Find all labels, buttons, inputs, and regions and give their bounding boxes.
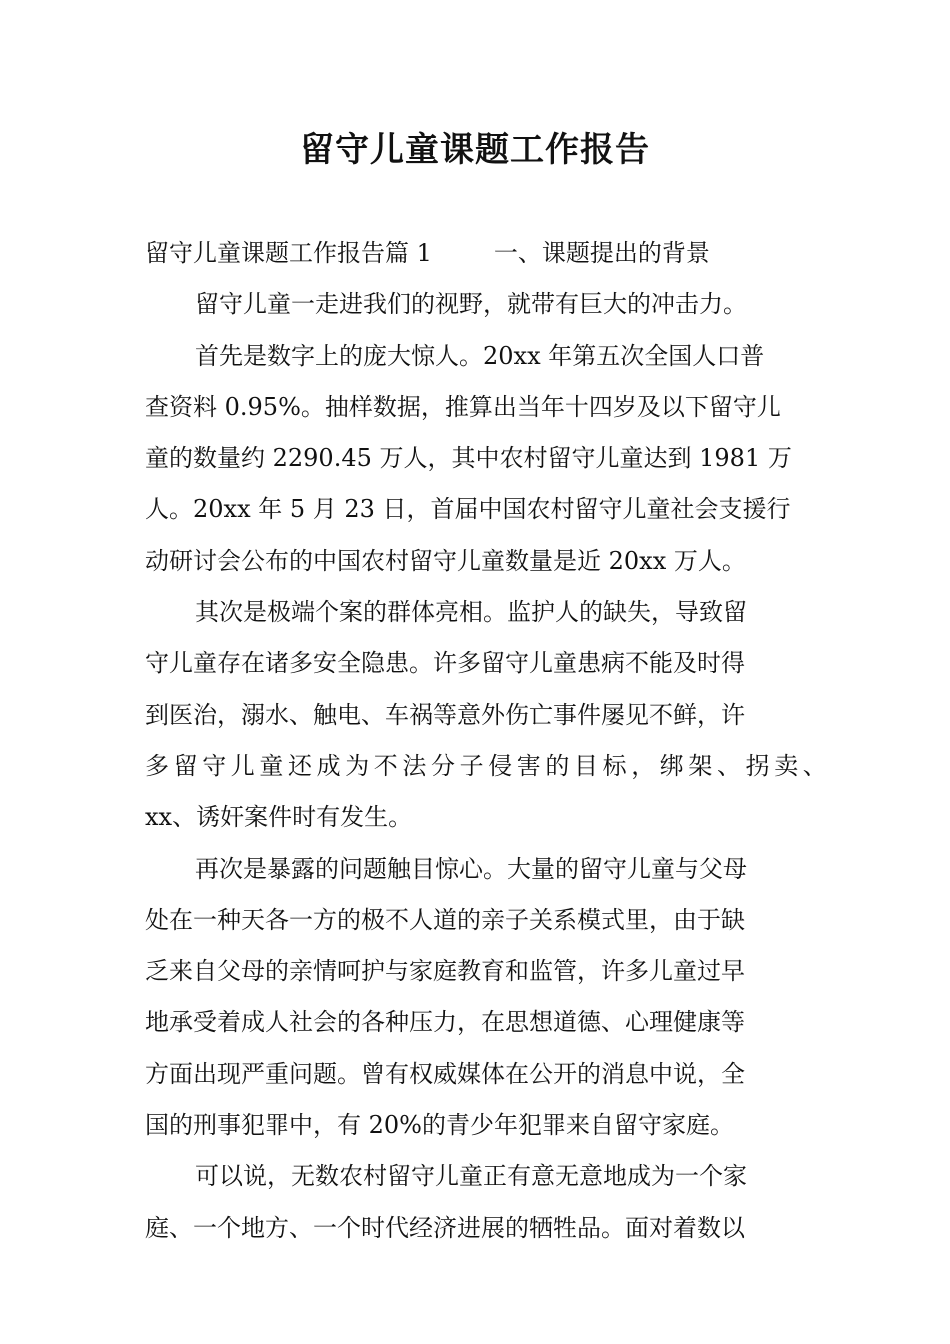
paragraph-line: 人。20xx 年 5 月 23 日，首届中国农村留守儿童社会支援行	[145, 495, 791, 524]
paragraph-line: xx、诱奸案件时有发生。	[145, 803, 413, 832]
paragraph-line: 可以说，无数农村留守儿童正有意无意地成为一个家	[195, 1162, 747, 1191]
paragraph-line: 查资料 0.95%。抽样数据，推算出当年十四岁及以下留守儿	[145, 392, 781, 421]
subsection-heading: 一、课题提出的背景	[493, 239, 710, 267]
paragraph-line: 童的数量约 2290.45 万人，其中农村留守儿童达到 1981 万	[145, 444, 792, 473]
paragraph-line: 到医治，溺水、触电、车祸等意外伤亡事件屡见不鲜，许	[145, 700, 745, 729]
paragraph-line: 其次是极端个案的群体亮相。监护人的缺失，导致留	[195, 598, 747, 627]
paragraph-line: 方面出现严重问题。曾有权威媒体在公开的消息中说，全	[145, 1059, 745, 1088]
paragraph-line: 守儿童存在诸多安全隐患。许多留守儿童患病不能及时得	[145, 649, 745, 678]
paragraph-line: 庭、一个地方、一个时代经济进展的牺牲品。面对着数以	[145, 1213, 745, 1242]
paragraph-line: 处在一种天各一方的极不人道的亲子关系模式里，由于缺	[145, 905, 745, 934]
heading-line	[145, 228, 805, 279]
paragraph-line-justified: 多留守儿童还成为不法分子侵害的目标，绑架、拐卖、	[145, 751, 832, 780]
paragraph-line: 首先是数字上的庞大惊人。20xx 年第五次全国人口普	[195, 341, 765, 370]
paragraph-line: 地承受着成人社会的各种压力，在思想道德、心理健康等	[145, 1008, 745, 1037]
paragraph-line: 留守儿童一走进我们的视野，就带有巨大的冲击力。	[195, 290, 747, 319]
paragraph-line: 动研讨会公布的中国农村留守儿童数量是近 20xx 万人。	[145, 546, 746, 575]
document-title: 留守儿童课题工作报告	[300, 130, 650, 170]
section-heading: 留守儿童课题工作报告篇 1	[145, 239, 432, 267]
paragraph-line: 再次是暴露的问题触目惊心。大量的留守儿童与父母	[195, 854, 747, 883]
paragraph-line: 国的刑事犯罪中，有 20%的青少年犯罪来自留守家庭。	[145, 1111, 734, 1140]
document-body	[145, 228, 832, 1254]
paragraph-line: 乏来自父母的亲情呵护与家庭教育和监管，许多儿童过早	[145, 957, 745, 986]
